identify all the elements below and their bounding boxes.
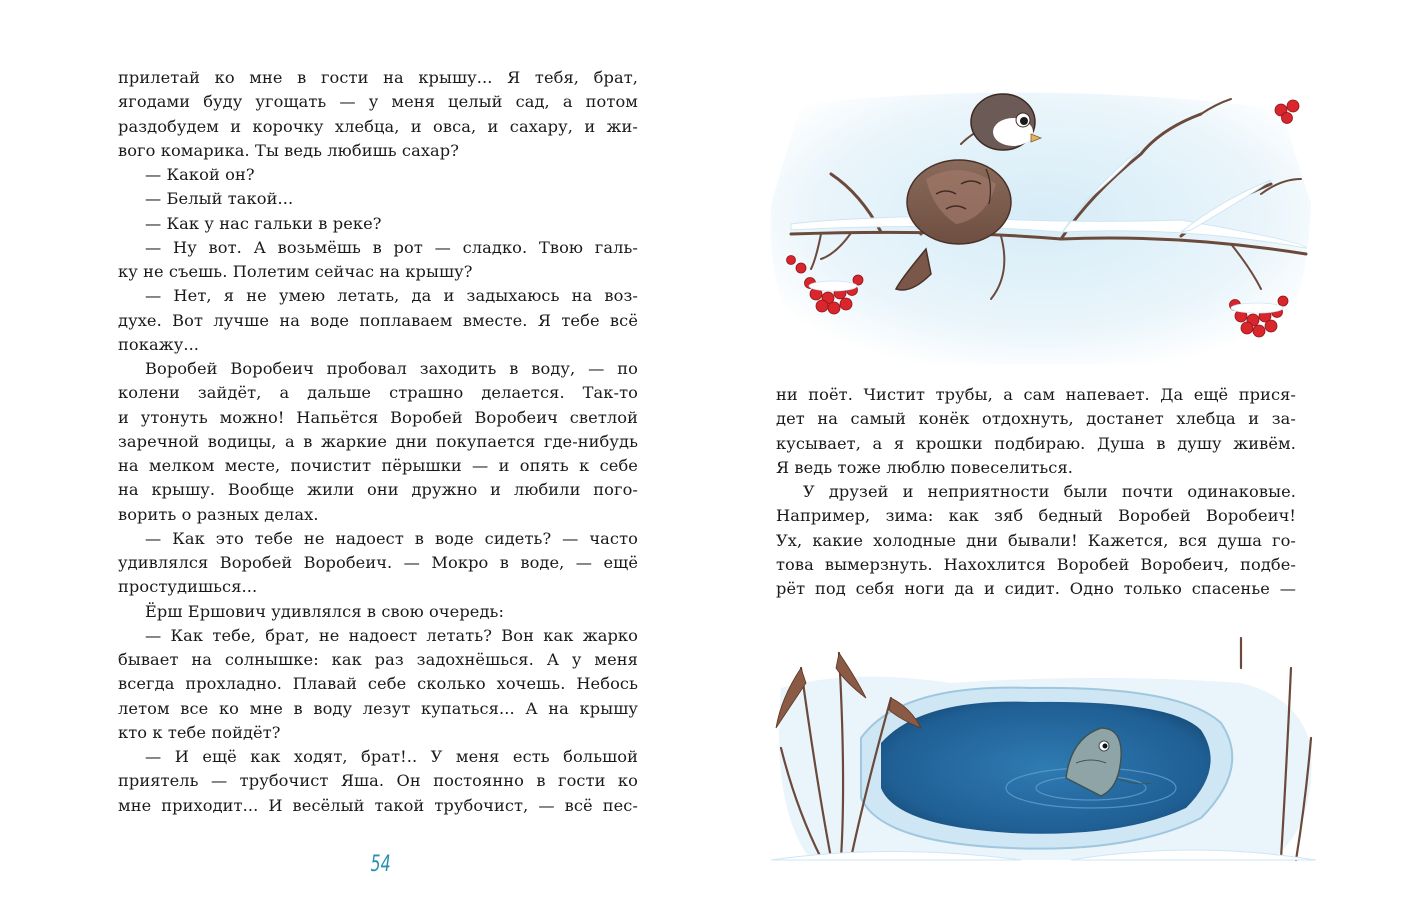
text-line: ку не съешь. Полетим сейчас на крышу? <box>118 262 473 281</box>
text-line: раздобудем и корочку хлебца, и овса, и сахару, и жи- <box>118 116 638 136</box>
text-line: — Как у нас гальки в реке? <box>145 213 382 233</box>
sparrow-illustration <box>761 84 1321 374</box>
text-line: Например, зима: как зяб бедный Воробей Воробеич! <box>776 506 1296 526</box>
water-hole <box>881 702 1211 834</box>
text-line: — Нет, я не умею летать, да и задыхаюсь на воз- <box>145 286 638 306</box>
text-line: приятель — трубочист Яша. Он постоянно в гости ко <box>118 771 638 791</box>
text-line: ворить о разных делах. <box>118 504 319 524</box>
right-page <box>706 0 1412 917</box>
text-line: дет на самый конёк отдохнуть, достанет хлебца и за- <box>776 409 1296 429</box>
text-line: Я ведь тоже люблю повеселиться. <box>776 457 1074 477</box>
text-line: У друзей и неприятности были почти одинаковые. <box>803 482 1296 501</box>
text-line: Ух, какие холодные дни бывали! Кажется, вся душа го- <box>776 530 1296 550</box>
text-line: и утонуть можно! Напьётся Воробей Воробеич светлой <box>118 407 638 427</box>
text-line: кусывает, а я крошки подбираю. Душа в душу живём. <box>776 433 1296 453</box>
left-page-text <box>118 66 638 818</box>
text-line: — Какой он? <box>145 165 255 184</box>
text-line: летом все ко мне в воду лезут купаться... А на крышу <box>118 698 638 718</box>
text-line: всегда прохладно. Плавай себе сколько хочешь. Небось <box>118 674 638 694</box>
right-page-text <box>776 383 1296 601</box>
text-line: вого комарика. Ты ведь любишь сахар? <box>118 140 460 160</box>
text-line: Ёрш Ершович удивлялся в свою очередь: <box>145 601 505 621</box>
fish-in-ice-hole-illustration <box>771 628 1316 868</box>
text-line: бывает на солнышке: как раз задохнёшься. А у меня <box>118 650 638 669</box>
text-line: покажу... <box>118 334 200 354</box>
page-number: 54 <box>370 852 391 877</box>
text-line: Воробей Воробеич пробовал заходить в воду, — по <box>145 359 638 378</box>
text-line: колени зайдёт, а дальше страшно делается. Так-то <box>118 383 638 403</box>
text-line: прилетай ко мне в гости на крышу... Я тебя, брат, <box>118 68 638 87</box>
text-line: това вымерзнуть. Нахохлится Воробей Воробеич, подбе- <box>776 554 1296 574</box>
text-line: — Белый такой... <box>145 189 294 209</box>
text-line: кто к тебе пойдёт? <box>118 722 281 742</box>
text-line: — Ну вот. А возьмёшь в рот — сладко. Твою галь- <box>145 237 638 257</box>
text-line: — Как это тебе не надоест в воде сидеть? — часто <box>145 528 638 548</box>
text-line: заречной водицы, а в жаркие дни покупается где-нибудь <box>118 431 638 451</box>
text-line: удивлялся Воробей Воробеич. — Мокро в воде, — ещё <box>118 553 638 572</box>
text-line: ни поёт. Чистит трубы, а сам напевает. Да ещё прися- <box>776 385 1296 404</box>
text-line: на крышу. Вообще жили они дружно и любили пого- <box>118 480 638 500</box>
text-line: — И ещё как ходят, брат!.. У меня есть большой <box>145 747 638 766</box>
text-line: духе. Вот лучше на воде поплаваем вместе. Я тебе всё <box>118 310 638 330</box>
text-line: — Как тебе, брат, не надоест летать? Вон как жарко <box>145 625 638 645</box>
text-line: простудишься... <box>118 577 258 597</box>
text-line: ягодами буду угощать — у меня целый сад, а потом <box>118 92 638 112</box>
text-line: мне приходит... И весёлый такой трубочист, — всё пес- <box>118 795 638 815</box>
text-line: на мелком месте, почистит пёрышки — и опять к себе <box>118 456 638 475</box>
text-line: рёт под себя ноги да и сидит. Одно только спасенье — <box>776 579 1296 598</box>
